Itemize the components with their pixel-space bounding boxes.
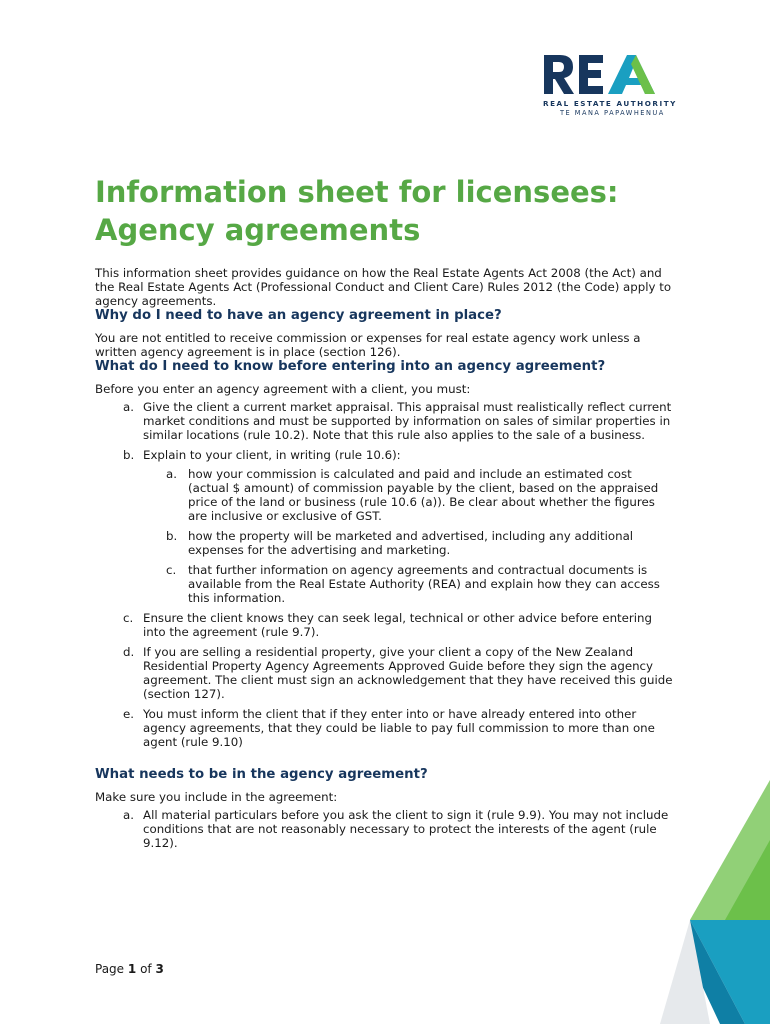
page-title-line1: Information sheet for licensees: [95,175,619,209]
section-heading-before: What do I need to know before entering into an agency agreement? [95,359,606,374]
agreement-contents-list [95,808,675,850]
list-item-text: that further information on agency agreements and contractual documents is available from the Real Estate Authority (REA) and explain how they can access this information. [188,563,660,605]
list-item-text: Ensure the client knows they can seek legal, technical or other advice before entering into the agreement (rule 9.7). [143,611,653,639]
rea-logo-mark [540,52,680,96]
list-marker: a. [123,400,134,414]
list-item-text: how your commission is calculated and paid and include an estimated cost (actual $ amount) of commission payable by the client, based on the appraised price of the land or business (rule 10.6 (a)). Be clear about whether the figures are inclusive or exclusive of GST. [188,467,659,523]
document-body [95,266,675,856]
page-footer [95,962,164,976]
of-word: of [140,962,152,976]
section-heading-why: Why do I need to have an agency agreement in place? [95,308,502,323]
list-item [95,448,675,605]
list-marker: a. [166,467,177,481]
page-total: 3 [155,962,164,976]
list-marker: b. [166,529,178,543]
list-marker: c. [166,563,177,577]
rea-logo [540,52,680,122]
logo-tagline-maori: TE MANA PAPAWHENUA [560,109,665,117]
list-item [95,400,675,442]
list-item [95,645,675,701]
nested-list-item [143,563,675,605]
list-item-text: how the property will be marketed and advertised, including any additional expenses for the advertising and marketing. [188,529,634,557]
section-body-why: You are not entitled to receive commission or expenses for real estate agency work unless a written agency agreement is in place (section 126). [95,331,641,359]
decorative-corner-shapes [650,780,770,1024]
logo-tagline-english: REAL ESTATE AUTHORITY [543,99,677,108]
list-item [95,808,675,850]
list-marker: a. [123,808,134,822]
list-item-text: If you are selling a residential property, give your client a copy of the New Zealand Residential Property Agency Agreements Approved Guide before they sign the agency agreement. The client must sign an acknowledgement that they have received this guide (section 127). [143,645,673,701]
section-lead-contents: Make sure you include in the agreement: [95,790,338,804]
list-marker: c. [123,611,134,625]
page-word: Page [95,962,125,976]
list-item-text: Give the client a current market appraisal. This appraisal must realistically reflect current market conditions and must be supported by information on sales of similar properties in similar locations (rule 10.2). Note that this rule also applies to the sale of a business. [143,400,672,442]
list-item [95,707,675,749]
section-lead-before: Before you enter an agency agreement with a client, you must: [95,382,471,396]
requirements-list [95,400,675,749]
page-title [95,173,715,249]
page-number: 1 [127,962,137,976]
list-marker: d. [123,645,135,659]
list-item [95,611,675,639]
list-item-text: Explain to your client, in writing (rule 10.6): [143,448,401,462]
nested-list [143,467,675,605]
list-marker: b. [123,448,135,462]
nested-list-item [143,467,675,523]
list-item-text: You must inform the client that if they enter into or have already entered into other agency agreements, that they could be liable to pay full commission to more than one agent (rule 9.10) [143,707,655,749]
intro-paragraph: This information sheet provides guidance on how the Real Estate Agents Act 2008 (the Act) and the Real Estate Agents Act (Professional Conduct and Client Care) Rules 2012 (the Code) apply to agency agreements. [95,266,672,308]
page-title-line2: Agency agreements [95,213,421,247]
section-heading-contents: What needs to be in the agency agreement? [95,767,428,782]
list-marker: e. [123,707,135,721]
nested-list-item [143,529,675,557]
list-item-text: All material particulars before you ask the client to sign it (rule 9.9). You may not include conditions that are not reasonably necessary to protect the interests of the agent (rule 9.12). [143,808,669,850]
